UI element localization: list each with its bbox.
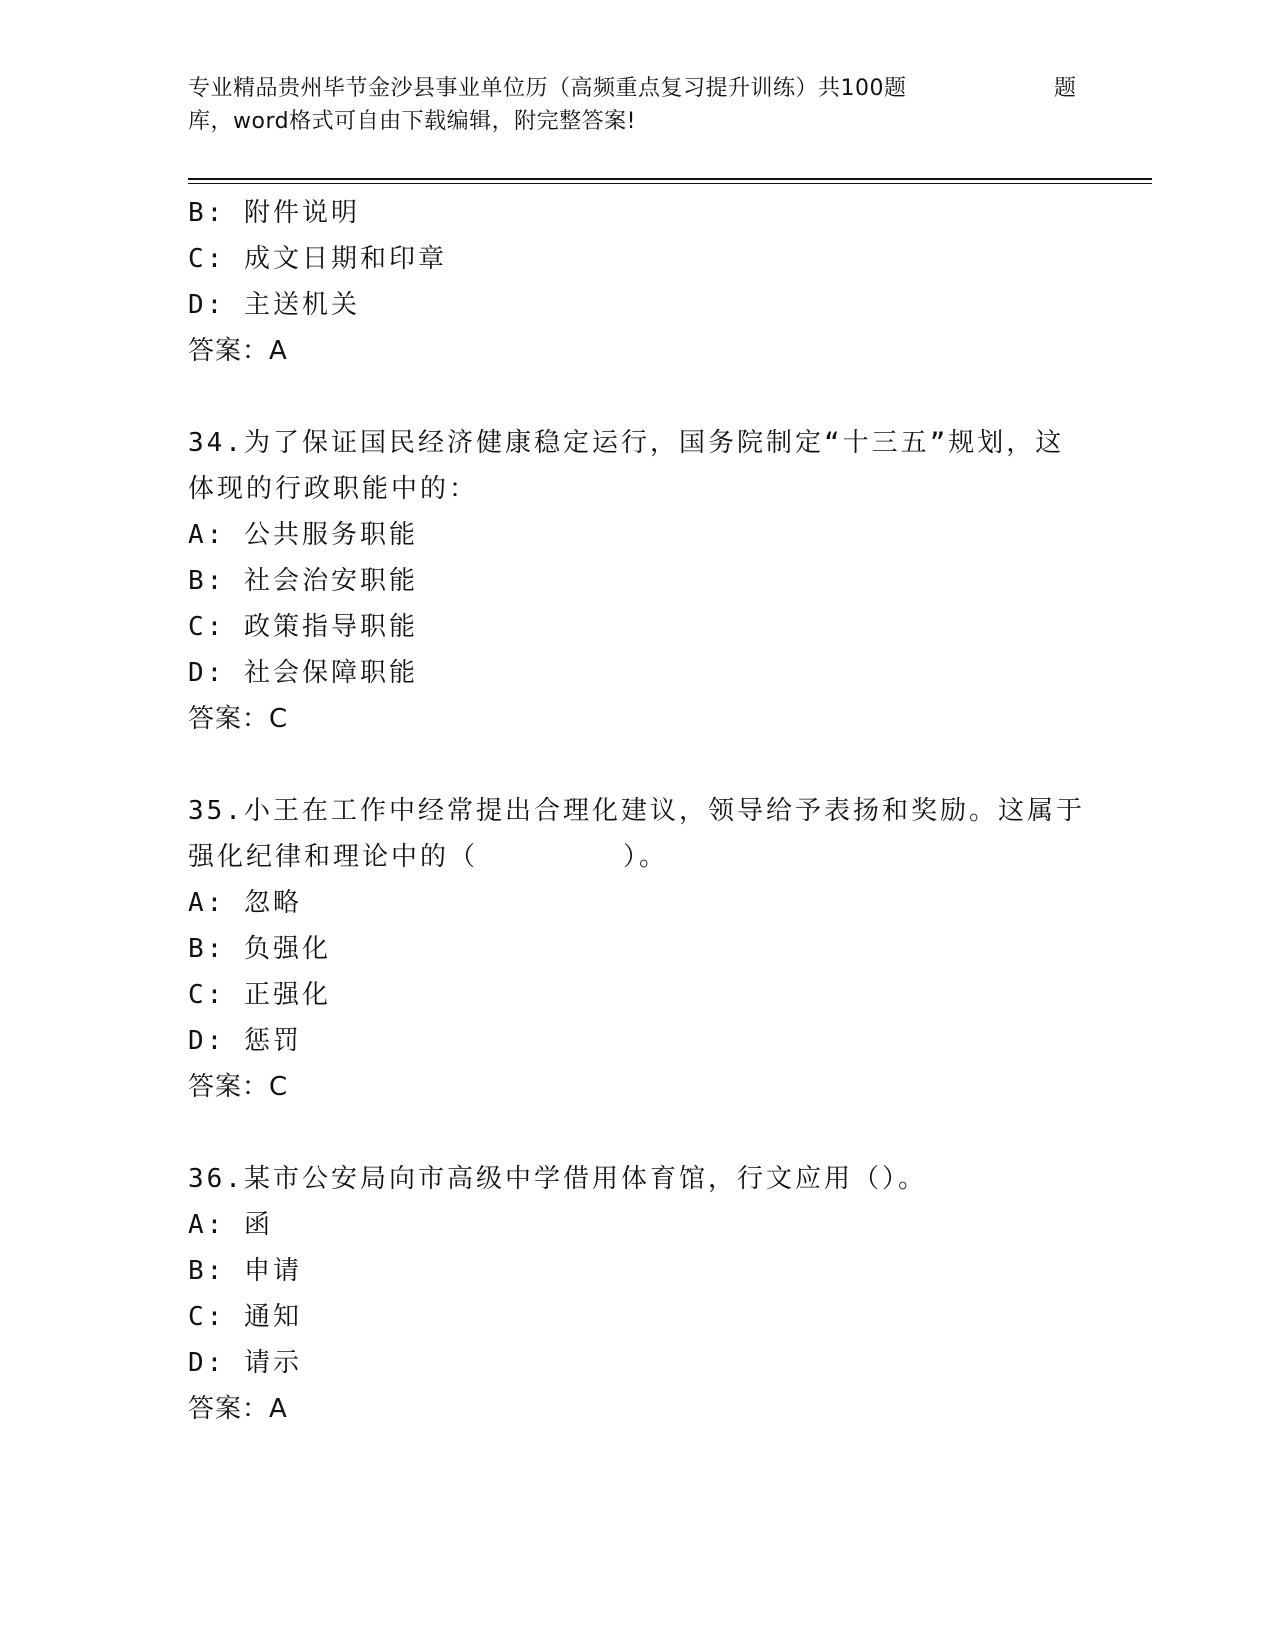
option-d: D: 社会保障职能 — [188, 658, 418, 688]
question-stem-line: 强化纪律和理论中的（ ）。 — [188, 842, 669, 872]
option-d: D: 主送机关 — [188, 290, 360, 320]
option-a: A: 函 — [188, 1210, 273, 1240]
question-35 — [188, 788, 1088, 1110]
option-a: A: 忽略 — [188, 888, 302, 918]
header-title-tail: 题 — [1054, 76, 1077, 101]
option-b: B: 社会治安职能 — [188, 566, 418, 596]
option-b: B: 负强化 — [188, 934, 331, 964]
question-stem-line: 体现的行政职能中的： — [188, 474, 479, 504]
header-title-text: 专业精品贵州毕节金沙县事业单位历（高频重点复习提升训练）共100题 — [188, 76, 907, 101]
option-d: D: 惩罚 — [188, 1026, 302, 1056]
option-c: C: 通知 — [188, 1302, 302, 1332]
option-c: C: 政策指导职能 — [188, 612, 418, 642]
header-title-line2: 库，word格式可自由下载编辑，附完整答案! — [188, 109, 636, 134]
option-a: A: 公共服务职能 — [188, 520, 418, 550]
option-d: D: 请示 — [188, 1348, 302, 1378]
option-c: C: 成文日期和印章 — [188, 244, 447, 274]
header-divider-thin — [188, 183, 1152, 184]
option-b: B: 申请 — [188, 1256, 302, 1286]
answer-line: 答案：A — [188, 336, 288, 366]
question-stem-line: 35.小王在工作中经常提出合理化建议，领导给予表扬和奖励。这属于 — [188, 796, 1085, 826]
question-content — [188, 190, 1088, 1432]
option-b: B: 附件说明 — [188, 198, 360, 228]
question-34 — [188, 420, 1088, 742]
answer-line: 答案：A — [188, 1394, 288, 1424]
spacer — [188, 1110, 1088, 1156]
question-36 — [188, 1156, 1088, 1432]
question-stem-line: 36.某市公安局向市高级中学借用体育馆，行文应用（）。 — [188, 1164, 927, 1194]
question-33-continued — [188, 190, 1088, 374]
answer-line: 答案：C — [188, 704, 289, 734]
header-title-line1 — [188, 72, 1088, 105]
page-header — [188, 72, 1088, 138]
question-stem-line: 34.为了保证国民经济健康稳定运行，国务院制定“十三五”规划，这 — [188, 428, 1065, 458]
spacer — [188, 742, 1088, 788]
answer-line: 答案：C — [188, 1072, 289, 1102]
header-divider-thick — [188, 178, 1152, 180]
spacer — [188, 374, 1088, 420]
option-c: C: 正强化 — [188, 980, 331, 1010]
